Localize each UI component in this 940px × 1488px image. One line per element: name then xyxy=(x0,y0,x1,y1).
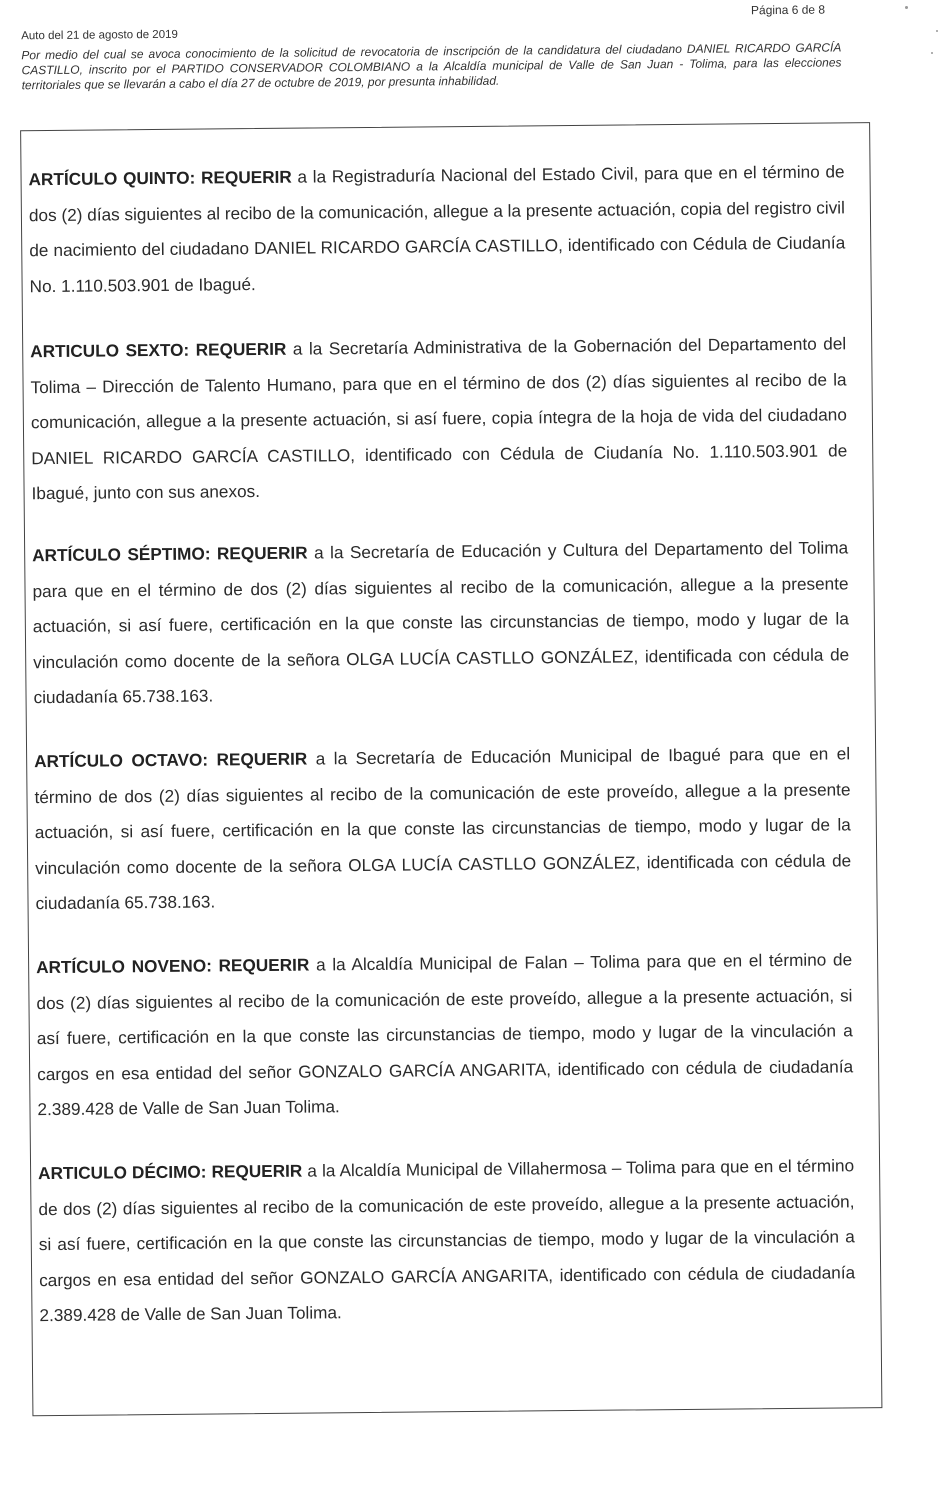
article-body: a la Alcaldía Municipal de Falan – Tolima para que en el término de dos (2) días siguientes al recibo de la comunicación de este proveído, allegue a la presente actuación, si así fuere, certificación en la que conste las circunstancias de tiempo, modo y lugar de la vinculación a cargos en esa entidad del señor GONZALO GARCÍA ANGARITA, identificado con cédula de ciudadanía 2.389.428 de Valle de San Juan Tolima. xyxy=(36,949,854,1120)
article-heading: ARTÍCULO NOVENO: REQUERIR xyxy=(36,954,310,978)
auto-date: Auto del 21 de agosto de 2019 xyxy=(21,28,178,43)
scan-speck xyxy=(905,6,908,9)
article-body: a la Registraduría Nacional del Estado Civil, para que en el término de dos (2) días siguientes al recibo de la comunicación, allegue a la presente actuación, copia del registro civil de nacimiento del ciudadano DANIEL RICARDO GARCÍA CASTILLO, identificado con Cédula de Ciudanía No. 1.110.503.901 de Ibagué. xyxy=(28,161,846,296)
article-septimo xyxy=(32,530,850,715)
article-body: a la Secretaría de Educación Municipal de Ibagué para que en el término de dos (2) días siguientes al recibo de la comunicación de este proveído, allegue a la presente actuación, si así fuere, certificación en la que conste las circunstancias de tiempo, modo y lugar de la vinculación como docente de la señora OLGA LUCÍA CASTLLO GONZÁLEZ, identificada con cédula de ciudadanía 65.738.163. xyxy=(34,743,852,914)
article-heading: ARTÍCULO SÉPTIMO: REQUERIR xyxy=(32,542,308,566)
article-heading: ARTÍCULO OCTAVO: REQUERIR xyxy=(34,748,308,772)
article-body: a la Secretaría Administrativa de la Gobernación del Departamento del Tolima – Dirección de Talento Humano, para que en el término de dos (2) días siguientes al recibo de la comunicación, allegue a la presente actuación, si así fuere, copia íntegra de la hoja de vida del ciudadano DANIEL RICARDO GARCÍA CASTILLO, identificado con Cédula de Ciudanía No. 1.110.503.901 de Ibagué, junto con sus anexos. xyxy=(30,333,848,504)
scan-speck xyxy=(936,30,938,32)
article-heading: ARTICULO SEXTO: REQUERIR xyxy=(30,338,287,362)
article-sexto xyxy=(30,326,848,511)
scan-speck xyxy=(931,52,933,54)
article-heading: ARTICULO DÉCIMO: REQUERIR xyxy=(38,1160,303,1184)
header-summary: Por medio del cual se avoca conocimiento de la solicitud de revocatoria de inscripción de la candidatura del ciudadano DANIEL RICARDO GARCÍA CASTILLO, inscrito por el PARTIDO CONSERVADOR COLOMBIANO a la Alcaldía municipal de Valle de San Juan - Tolima, para las elecciones territoriales que se llevarán a cabo el día 27 de octubre de 2019, por presunta inhabilidad. xyxy=(21,40,842,93)
article-octavo xyxy=(34,736,852,921)
article-heading: ARTÍCULO QUINTO: REQUERIR xyxy=(28,166,292,190)
article-body: a la Secretaría de Educación y Cultura del Departamento del Tolima para que en el término de dos (2) días siguientes al recibo de la comunicación, allegue a la presente actuación, si así fuere, certificación en la que conste las circunstancias de tiempo, modo y lugar de la vinculación como docente de la señora OLGA LUCÍA CASTLLO GONZÁLEZ, identificada con cédula de ciudadanía 65.738.163. xyxy=(32,537,850,708)
article-decimo xyxy=(38,1148,856,1333)
article-noveno xyxy=(36,942,854,1127)
page-number: Página 6 de 8 xyxy=(750,2,826,18)
article-body: a la Alcaldía Municipal de Villahermosa – Tolima para que en el término de dos (2) días siguientes al recibo de la comunicación de este proveído, allegue a la presente actuación, si así fuere, certificación en la que conste las circunstancias de tiempo, modo y lugar de la vinculación a cargos en esa entidad del señor GONZALO GARCÍA ANGARITA, identificado con cédula de ciudadanía 2.389.428 de Valle de San Juan Tolima. xyxy=(38,1155,856,1326)
article-quinto xyxy=(28,154,845,304)
